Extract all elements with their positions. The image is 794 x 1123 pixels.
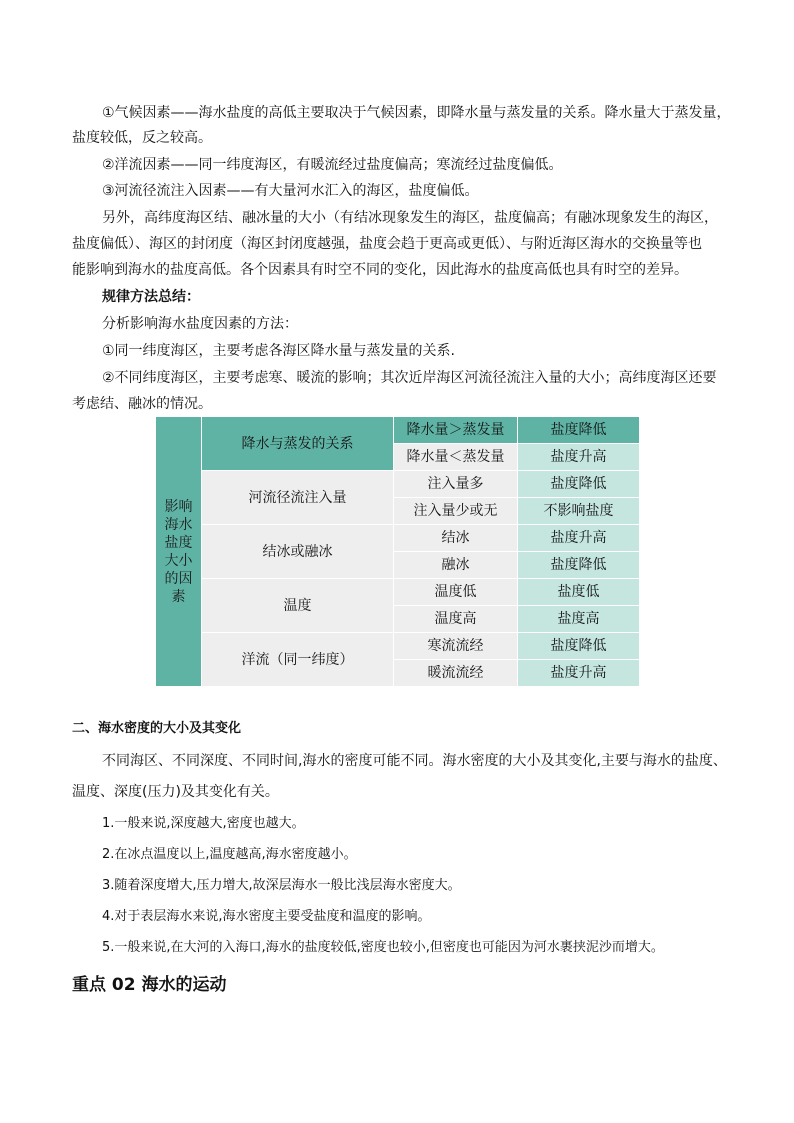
effect-cell: 盐度低 <box>518 579 640 606</box>
river-factor: ③河流径流注入因素——有大量河水汇入的海区，盐度偏低。 <box>102 183 479 199</box>
table-row <box>156 579 640 606</box>
row-header-cell <box>156 417 202 687</box>
condition-cell: 结冰 <box>394 525 518 552</box>
factor-cell: 洋流（同一纬度） <box>202 633 394 687</box>
row-header-line: 大小 <box>164 552 193 569</box>
table-row <box>156 525 640 552</box>
density-intro-line1: 不同海区、不同深度、不同时间,海水的密度可能不同。海水密度的大小及其变化,主要与海水的盐度、 <box>102 753 727 769</box>
method-2-line1: ②不同纬度海区，主要考虑寒、暖流的影响；其次近岸海区河流径流注入量的大小；高纬度海区还要 <box>102 370 717 386</box>
effect-cell: 盐度升高 <box>518 444 640 471</box>
method-2-line2: 考虑结、融冰的情况。 <box>72 396 212 412</box>
effect-cell: 不影响盐度 <box>518 498 640 525</box>
row-header-line: 盐度 <box>164 534 193 551</box>
condition-cell: 温度低 <box>394 579 518 606</box>
condition-cell: 注入量多 <box>394 471 518 498</box>
condition-cell: 融冰 <box>394 552 518 579</box>
condition-cell: 寒流流经 <box>394 633 518 660</box>
climate-factor-line2: 盐度较低，反之较高。 <box>72 130 212 146</box>
other-factors-line2: 盐度偏低）、海区的封闭度（海区封闭度越强，盐度会趋于更高或更低）、与附近海区海水的交换量等也 <box>72 236 702 252</box>
table-row <box>156 417 640 444</box>
table-row <box>156 633 640 660</box>
effect-cell: 盐度降低 <box>518 552 640 579</box>
row-header-line: 影响 <box>164 498 193 515</box>
density-item: 1.一般来说,深度越大,密度也越大。 <box>102 816 305 831</box>
method-intro: 分析影响海水盐度因素的方法： <box>102 316 298 332</box>
density-item: 2.在冰点温度以上,温度越高,海水密度越小。 <box>102 847 357 862</box>
condition-cell: 温度高 <box>394 606 518 633</box>
method-1: ①同一纬度海区，主要考虑各海区降水量与蒸发量的关系. <box>102 343 455 359</box>
effect-cell: 盐度降低 <box>518 471 640 498</box>
current-factor: ②洋流因素——同一纬度海区，有暖流经过盐度偏高；寒流经过盐度偏低。 <box>102 157 563 173</box>
climate-factor-line1: ①气候因素——海水盐度的高低主要取决于气候因素，即降水量与蒸发量的关系。降水量大于蒸发量， <box>102 105 731 121</box>
salinity-factors-table <box>155 416 640 687</box>
other-factors-line3: 能影响到海水的盐度高低。各个因素具有时空不同的变化，因此海水的盐度高低也具有时空的差异。 <box>72 262 688 278</box>
effect-cell: 盐度降低 <box>518 417 640 444</box>
row-header-line: 素 <box>171 588 186 605</box>
condition-cell: 降水量＜蒸发量 <box>394 444 518 471</box>
section-title: 二、海水密度的大小及其变化 <box>72 721 242 736</box>
effect-cell: 盐度升高 <box>518 525 640 552</box>
effect-cell: 盐度升高 <box>518 660 640 687</box>
effect-cell: 盐度降低 <box>518 633 640 660</box>
density-intro-line2: 温度、深度(压力)及其变化有关。 <box>72 784 279 800</box>
condition-cell: 暖流流经 <box>394 660 518 687</box>
density-item: 5.一般来说,在大河的入海口,海水的盐度较低,密度也较小,但密度也可能因为河水裹挟泥沙而增大。 <box>102 940 664 955</box>
factor-cell: 结冰或融冰 <box>202 525 394 579</box>
density-item: 3.随着深度增大,压力增大,故深层海水一般比浅层海水密度大。 <box>102 878 461 893</box>
effect-cell: 盐度高 <box>518 606 640 633</box>
condition-cell: 降水量＞蒸发量 <box>394 417 518 444</box>
condition-cell: 注入量少或无 <box>394 498 518 525</box>
other-factors-line1: 另外，高纬度海区结、融冰量的大小（有结冰现象发生的海区，盐度偏高；有融冰现象发生的海区， <box>102 210 718 226</box>
row-header-line: 的因 <box>164 570 193 587</box>
factor-cell: 降水与蒸发的关系 <box>202 417 394 471</box>
method-title: 规律方法总结： <box>102 289 200 305</box>
factor-cell: 温度 <box>202 579 394 633</box>
density-item: 4.对于表层海水来说,海水密度主要受盐度和温度的影响。 <box>102 909 431 924</box>
key-point-heading: 重点 02 海水的运动 <box>72 975 227 995</box>
table-row <box>156 471 640 498</box>
factor-cell: 河流径流注入量 <box>202 471 394 525</box>
row-header-line: 海水 <box>164 516 193 533</box>
